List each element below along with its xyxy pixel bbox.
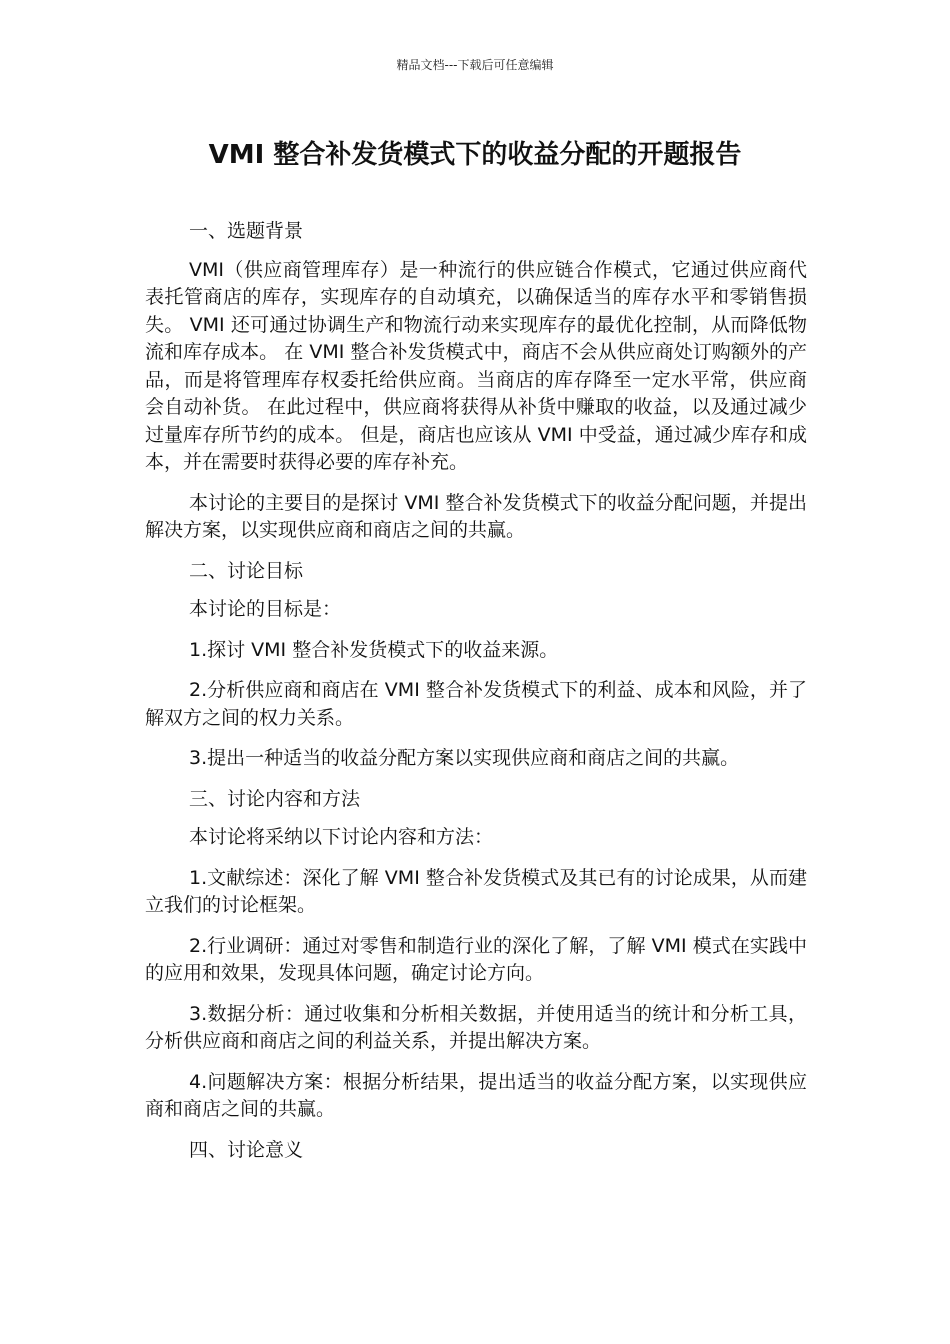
paragraph: 本讨论的目标是： <box>189 598 342 620</box>
list-item: 4.问题解决方案：根据分析结果，提出适当的收益分配方案，以实现供应商和商店之间的共赢。 <box>145 1070 807 1120</box>
list-item: 2.分析供应商和商店在 VMI 整合补发货模式下的利益、成本和风险，并了解双方之间的权力关系。 <box>145 679 807 729</box>
document-title: VMI 整合补发货模式下的收益分配的开题报告 <box>208 140 742 170</box>
list-item: 1.探讨 VMI 整合补发货模式下的收益来源。 <box>189 638 559 661</box>
list-item: 3.数据分析：通过收集和分析相关数据，并使用适当的统计和分析工具，分析供应商和商店之间的利益关系，并提出解决方案。 <box>145 1002 807 1052</box>
section-heading-methods: 三、讨论内容和方法 <box>189 787 361 810</box>
paragraph: 本讨论的主要目的是探讨 VMI 整合补发货模式下的收益分配问题，并提出解决方案，以实现供应商和商店之间的共赢。 <box>145 491 807 541</box>
list-item: 3.提出一种适当的收益分配方案以实现供应商和商店之间的共赢。 <box>189 747 740 769</box>
section-heading-background: 一、选题背景 <box>189 220 304 242</box>
document-body <box>145 218 807 1175</box>
list-item: 1.文献综述：深化了解 VMI 整合补发货模式及其已有的讨论成果，从而建立我们的讨论框架。 <box>145 866 807 916</box>
list-item: 2.行业调研：通过对零售和制造行业的深化了解，了解 VMI 模式在实践中的应用和效果，发现具体问题，确定讨论方向。 <box>145 934 807 984</box>
paragraph: 本讨论将采纳以下讨论内容和方法： <box>189 826 494 848</box>
header-note: 精品文档---下载后可任意编辑 <box>396 58 554 72</box>
paragraph: VMI（供应商管理库存）是一种流行的供应链合作模式，它通过供应商代表托管商店的库存，实现库存的自动填充，以确保适当的库存水平和零销售损失。 VMI 还可通过协调生产和物流行动来实现库存的最优化控制，从而降低物流和库存成本。 在 VMI 整合补发货模式中，商店不会从供应商处订购额外的产品，而是将管理库存权委托给供应商。当商店的库存降至一定水平常，供应商会自动补货。 在此过程中，供应商将获得从补货中赚取的收益，以及通过减少过量库存所节约的成本。 但是，商店也应该从 VMI 中受益，通过减少库存和成本，并在需要时获得必要的库存补充。 <box>145 258 807 473</box>
section-heading-significance: 四、讨论意义 <box>189 1138 304 1161</box>
section-heading-goals: 二、讨论目标 <box>189 559 304 582</box>
